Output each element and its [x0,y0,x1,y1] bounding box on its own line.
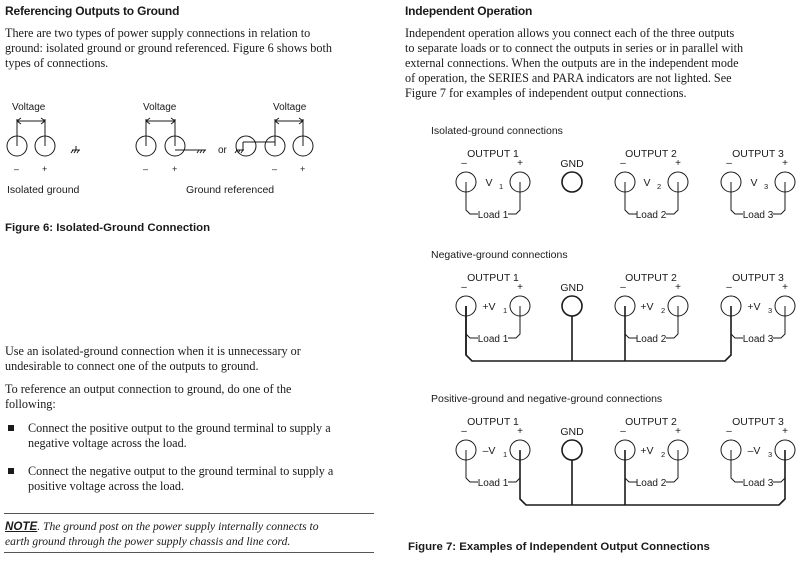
independent-line-4: of operation, the SERIES and PARA indicators are not lighted. See [405,71,732,85]
voltage-subscript: 1 [503,306,508,315]
figure-7-caption: Figure 7: Examples of Independent Output Connections [408,541,710,553]
panel-title: Positive-ground and negative-ground connections [431,393,663,405]
minus-sign: – [726,282,732,293]
reference-line-1: To reference an output connection to ground, do one of the [5,382,292,396]
voltage-subscript: 3 [764,182,769,191]
bullet-1-line-2: negative voltage across the load. [28,436,187,450]
gnd-terminal [562,296,582,316]
load-1-label: Load 1 [477,478,509,489]
voltage-subscript: 2 [657,182,662,191]
ground-referenced-label: Ground referenced [186,184,275,196]
load-2-label: Load 2 [635,210,667,221]
load-3-label: Load 3 [742,210,774,221]
note-label: NOTE [5,520,38,533]
minus-sign: – [143,164,149,174]
or-label: or [218,145,227,156]
output-3-label: OUTPUT 3 [732,272,784,284]
voltage-3-label: V [750,177,758,189]
voltage-subscript: 3 [768,306,773,315]
voltage-subscript: 3 [768,450,773,459]
minus-sign: – [461,158,467,169]
minus-sign: – [461,282,467,293]
voltage-label: Voltage [12,102,46,113]
bullet-2-line-2: positive voltage across the load. [28,479,185,493]
minus-sign: – [726,426,732,437]
plus-sign: + [782,158,788,169]
isolated-ground-label: Isolated ground [7,184,80,196]
load-wire [731,306,743,338]
load-wire [466,450,478,482]
load-wire [466,182,478,214]
output-2-label: OUTPUT 2 [625,272,677,284]
plus-sign: + [675,158,681,169]
output-3-label: OUTPUT 3 [732,416,784,428]
minus-sign: – [620,282,626,293]
load-wire [508,450,520,482]
voltage-1-label: –V [482,445,496,457]
voltage-3-label: +V [747,301,761,313]
intro-line-1: There are two types of power supply connections in relation to [5,26,311,40]
load-wire [773,306,785,338]
voltage-2-label: +V [640,301,654,313]
load-wire [731,450,743,482]
output-2-label: OUTPUT 2 [625,148,677,160]
minus-sign: – [620,426,626,437]
load-wire [466,306,478,338]
isolated-line-1: Use an isolated-ground connection when it is unnecessary or [5,344,301,358]
plus-sign: + [517,282,523,293]
independent-line-3: external connections. When the outputs are in the independent mode [405,56,739,70]
voltage-label: Voltage [273,102,307,113]
plus-sign: + [300,164,306,174]
reference-line-2: following: [5,397,56,411]
intro-line-2: ground: isolated ground or ground referenced. Figure 6 shows both [5,41,332,55]
plus-sign: + [675,426,681,437]
minus-sign: – [620,158,626,169]
plus-sign: + [517,426,523,437]
load-2-label: Load 2 [635,334,667,345]
intro-line-3: types of connections. [5,56,109,70]
voltage-label: Voltage [143,102,177,113]
output-3-label: OUTPUT 3 [732,148,784,160]
gnd-terminal [562,172,582,192]
output-1-label: OUTPUT 1 [467,416,519,428]
panel-title: Negative-ground connections [431,249,568,261]
section-heading-independent: Independent Operation [405,4,533,18]
load-wire [773,182,785,214]
isolated-line-2: undesirable to connect one of the outputs to ground. [5,359,259,373]
plus-sign: + [675,282,681,293]
plus-sign: + [42,164,48,174]
output-2-label: OUTPUT 2 [625,416,677,428]
voltage-3-label: –V [747,445,761,457]
load-wire [666,450,678,482]
voltage-subscript: 2 [661,306,666,315]
voltage-subscript: 1 [499,182,504,191]
load-wire [508,306,520,338]
panel-title: Isolated-ground connections [431,125,563,137]
output-1-label: OUTPUT 1 [467,272,519,284]
independent-line-2: to separate loads or to connect the outputs in series or in parallel with [405,41,744,55]
bullet-2-line-1: Connect the negative output to the ground terminal to supply a [28,464,334,478]
gnd-terminal [562,440,582,460]
voltage-2-label: +V [640,445,654,457]
voltage-subscript: 1 [503,450,508,459]
minus-sign: – [14,164,20,174]
gnd-label: GND [560,426,584,438]
independent-line-1: Independent operation allows you connect each of the three outputs [405,26,735,40]
load-3-label: Load 3 [742,334,774,345]
minus-sign: – [272,164,278,174]
note-line-1: . The ground post on the power supply internally connects to [37,520,319,533]
output-1-label: OUTPUT 1 [467,148,519,160]
minus-sign: – [461,426,467,437]
figure-6-caption: Figure 6: Isolated-Ground Connection [5,222,211,234]
minus-sign: – [726,158,732,169]
plus-sign: + [782,426,788,437]
load-wire [666,306,678,338]
independent-line-5: Figure 7 for examples of independent output connections. [405,86,687,100]
plus-sign: + [517,158,523,169]
load-1-label: Load 1 [477,210,509,221]
plus-sign: + [172,164,178,174]
note-line-2: earth ground through the power supply chassis and line cord. [5,535,291,548]
voltage-subscript: 2 [661,450,666,459]
load-1-label: Load 1 [477,334,509,345]
load-2-label: Load 2 [635,478,667,489]
plus-sign: + [782,282,788,293]
voltage-2-label: V [643,177,651,189]
load-wire [666,182,678,214]
load-3-label: Load 3 [742,478,774,489]
voltage-1-label: +V [482,301,496,313]
load-wire [731,182,743,214]
bullet-1-line-1: Connect the positive output to the ground terminal to supply a [28,421,331,435]
load-wire [508,182,520,214]
load-wire [773,450,785,482]
section-heading-referencing: Referencing Outputs to Ground [5,4,180,18]
voltage-1-label: V [485,177,493,189]
gnd-label: GND [560,282,584,294]
gnd-label: GND [560,158,584,170]
